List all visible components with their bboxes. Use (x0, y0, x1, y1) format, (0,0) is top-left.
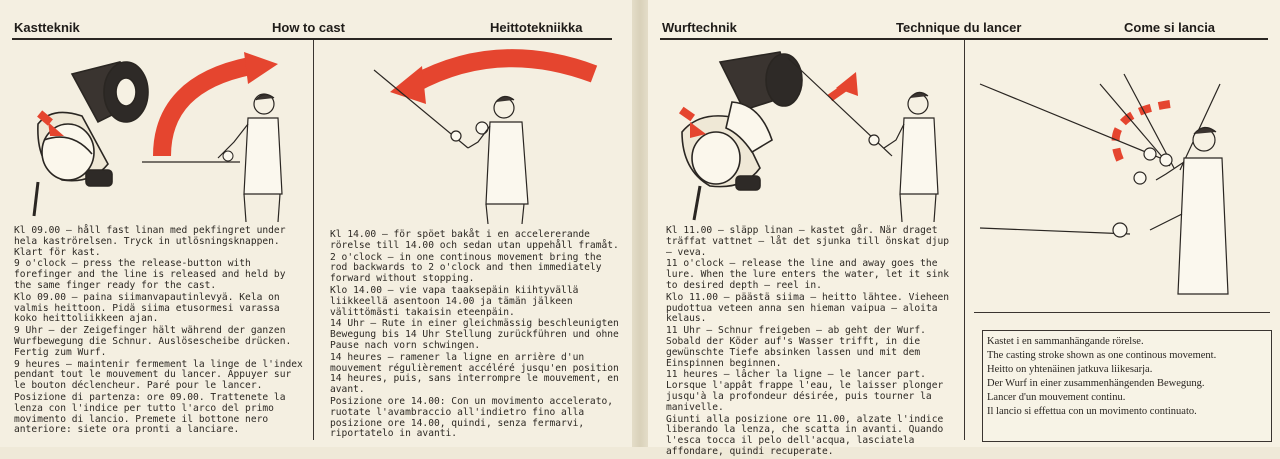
cast-start-illustration (12, 44, 310, 224)
reel-closeup-2 (682, 52, 802, 220)
right-col1-text (666, 226, 958, 459)
column-divider (313, 40, 314, 440)
caster-figure-2 (468, 96, 528, 224)
para: 14 heures — ramener la ligne en arrière d'un mouvement régulièrement accéléré jusqu'en position 14 heures, puis, sans interrompre le mouvement, en avant. (330, 351, 619, 396)
release-illustration (660, 44, 960, 224)
para: 11 Uhr — Schnur freigeben — ab geht der Wurf. Sobald der Köder auf's Wasser trifft, in die gewünschte Tiefe absinken lassen und mit dem Einspinnen beginnen. (666, 325, 926, 369)
para: 14 Uhr — Rute in einer gleichmässig beschleunigten Bewegung bis 14 Uhr Stellung zurückführen und ohne Pause nach vorn schwingen. (330, 318, 619, 351)
caster-figure-3 (869, 92, 938, 222)
header-wurftechnik: Wurftechnik (662, 20, 737, 35)
para: Klo 14.00 — vie vapa taaksepäin kiihtyvällä liikkeellä asentoon 14.00 ja tämän jälkeen välittömästi takaisin eteenpäin. (330, 284, 579, 318)
summary-line: Kastet i en sammanhängande rörelse. (987, 336, 1144, 347)
summary-box (982, 330, 1272, 442)
para: 2 o'clock — in one continous movement bring the rod backwards to 2 o'clock and then immediately forward without stopping. (330, 251, 602, 285)
caster-figure-4 (1150, 127, 1228, 294)
red-arc-arrow (162, 66, 250, 156)
header-how-to-cast: How to cast (272, 20, 345, 35)
summary-line: Der Wurf in einer zusammenhängenden Bewegung. (987, 378, 1205, 389)
reel-on-rod (451, 131, 461, 141)
header-kastteknik: Kastteknik (14, 20, 80, 35)
column-divider (964, 40, 965, 440)
para: Posizione di partenza: ore 09.00. Trattenete la lenza con l'indice per tutto l'arco del primo movimento di lancio. Premete il bottone nero anteriore: siete ora pronti a lanciare. (14, 391, 286, 436)
summary-line: Il lancio si effettua con un movimento continuato. (987, 406, 1197, 417)
header-heittotekniikka: Heittotekniikka (490, 20, 583, 35)
summary-line: Lancer d'un mouvement continu. (987, 392, 1126, 403)
para: Kl 14.00 — för spöet bakåt i en accelererande rörelse till 14.00 och sedan utan uppehåll framåt. (330, 229, 619, 251)
para: Posizione ore 14.00: Con un movimento accelerato, ruotate l'avambraccio all'indietro fino alla posizione ore 14.00, quindi, senza fermarvi, riportatelo in avanti. (330, 395, 614, 440)
section-rule (974, 312, 1270, 313)
para: 9 o'clock — press the release-button with forefinger and the line is released and held by the same finger ready for the cast. (14, 258, 286, 291)
para: Klo 09.00 — paina siimanvapautinlevyä. Kela on valmis heittoon. Pidä siima etusormesi varassa koko heittoliikkeen ajan. (14, 291, 280, 325)
left-col1-text (14, 226, 308, 437)
book-gutter (632, 0, 648, 447)
header-come-si-lancia: Come si lancia (1124, 20, 1216, 35)
para: Giunti alla posizione ore 11.00, alzate l'indice liberando la lenza, che scatta in avanti. Quando l'esca tocca il pelo dell'acqua, lasciatela affondare, quindi recuperate. (666, 413, 944, 457)
para: 11 heures — lâcher la ligne — le lancer part. Lorsque l'appât frappe l'eau, le laisser plonger jusqu'à la profondeur désirée, puis tourner la manivelle. (666, 369, 944, 413)
summary-line: Heitto on yhtenäinen jatkuva liikesarja. (987, 364, 1153, 375)
para: 9 heures — maintenir fermement la linge de l'index pendant tout le mouvement du lancer. Appuyer sur le bouton déclencheur. Paré pour le lancer. (14, 358, 303, 392)
para: Kl 09.00 — håll fast linan med pekfingret under hela kaströrelsen. Tryck in utlösningsknappen. Klart för kast. (14, 225, 286, 258)
red-back-arrow (414, 58, 594, 84)
left-page (0, 0, 632, 447)
header-rule (12, 38, 612, 40)
reel-closeup (34, 62, 148, 216)
para: 9 Uhr — der Zeigefinger hält während der ganzen Wurfbewegung die Schnur. Auslösescheibe drücken. Fertig zum Wurf. (14, 325, 292, 358)
summary-line: The casting stroke shown as one continous movement. (987, 350, 1217, 361)
right-header (648, 14, 1280, 38)
left-col2-text (330, 230, 620, 441)
para: 11 o'clock — release the line and away goes the lure. When the lure enters the water, let it sink to desired depth — reel in. (666, 258, 950, 291)
continuous-cast-illustration (970, 44, 1270, 306)
para: Klo 11.00 — päästä siima — heitto lähtee. Vieheen pudottua veteen anna sen hieman vaipua — aloita kelaus. (666, 291, 950, 325)
backswing-illustration (318, 44, 618, 224)
small-reel (223, 151, 233, 161)
para: Kl 11.00 — släpp linan — kastet går. När draget träffat vattnet — låt det sjunka till önskat djup — veva. (666, 225, 950, 258)
left-header (0, 14, 632, 38)
header-technique-du-lancer: Technique du lancer (896, 20, 1022, 35)
